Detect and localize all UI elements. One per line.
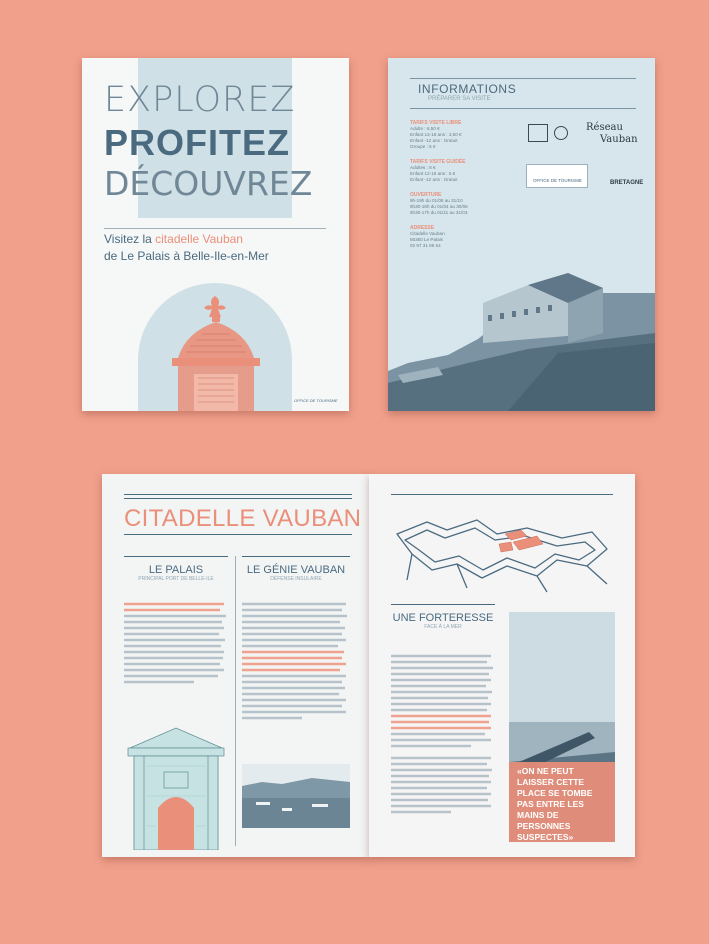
cover-divider [104,228,326,229]
pull-quote: «ON NE PEUT LAISSER CETTE PLACE SE TOMBE PAS ENTRE LES MAINS DE PERSONNES SUSPECTES» [517,766,593,842]
citadel-photo [388,263,655,411]
col3-rule [391,604,495,605]
info-line: Enfant -12 ans : Gratuit [410,177,458,182]
spread-title: CITADELLE VAUBAN [124,505,362,532]
spread-right-page [369,474,635,857]
spread-left-page [102,474,369,857]
reseau-logo-text: Réseau [586,122,623,133]
brochure-cover [82,58,349,411]
col1-header [124,564,228,582]
cover-line-profitez: PROFITEZ [104,122,290,163]
info-heading: ADRESSE [410,225,435,231]
info-line: Enfant 12-16 ans : 3,50 € [410,132,462,137]
col3-body-text [391,654,495,854]
cover-line-explorez: EXPLOREZ [104,80,296,120]
info-sections [410,120,520,249]
spread-top-rule [124,494,352,495]
cover-subtitle-text: Visitez la [104,232,156,246]
cannon-photo [509,612,615,842]
info-line: Citadelle Vauban [410,231,445,236]
unesco-logo [528,124,548,142]
fortress-plan-illustration [387,504,617,594]
back-subtitle: PRÉPARER SA VISITE [428,96,491,102]
info-line: 9h-19h du 01/08 au 31/10 [410,198,463,203]
bretagne-logo: BRETAGNE [610,180,644,186]
info-section [410,192,520,216]
info-section [410,225,520,249]
col2-body-text [242,602,350,720]
back-top-rule [410,78,636,79]
info-line: Enfant 12-16 ans : 5 € [410,171,456,176]
office-tourisme-text: OFFICE DE TOURISME [533,178,582,183]
spread-title-rule [124,534,352,535]
col3-title: UNE FORTERESSE [392,612,494,624]
info-line: 9h30-18h du 01/04 au 30/06 [410,204,468,209]
col2-title: LE GÉNIE VAUBAN [246,564,346,576]
info-line: 9h30-17h du 01/11 au 31/03 [410,210,468,215]
info-heading: TARIFS VISITE LIBRE [410,120,462,126]
cover-subtitle-highlight: citadelle Vauban [155,232,243,246]
info-section [410,120,520,150]
cover-office-logo: OFFICE DE TOURISME [294,398,338,403]
info-heading: TARIFS VISITE GUIDÉE [410,159,466,165]
heritage-logo [554,126,568,140]
col1-body-text [124,602,228,692]
cover-line-decouvrez: DÉCOUVREZ [104,164,313,203]
col3-subtitle: FACE À LA MER [424,624,462,630]
info-line: 56360 Le Palais [410,237,443,242]
info-heading: OUVERTURE [410,192,442,198]
back-title: INFORMATIONS [418,82,517,96]
col2-rule [242,556,350,557]
col2-header [242,564,350,582]
harbour-photo [242,764,350,828]
info-line: Groupe : 5 € [410,144,436,149]
info-section [410,159,520,183]
info-line: 02 97 31 85 54 [410,243,441,248]
office-tourisme-logo [526,164,588,188]
col1-title: LE PALAIS [148,564,204,576]
brochure-back [388,58,655,411]
spread-top-rule-2 [124,498,352,499]
cover-subtitle-line2: de Le Palais à Belle-Ile-en-Mer [104,249,269,263]
back-rule [410,108,636,109]
spread-right-rule [391,494,613,495]
info-line: Enfant -12 ans : Gratuit [410,138,458,143]
col2-subtitle: DÉFENSE INSULAIRE [270,576,322,582]
column-divider [235,556,236,846]
col1-subtitle: PRINCIPAL PORT DE BELLE-ILE [138,576,214,582]
info-line: Adultes : 8 € [410,165,436,170]
info-line: Adulte : 6,50 € [410,126,440,131]
col3-header [391,612,495,630]
sentry-box-illustration [142,290,292,411]
cover-subtitle-line1 [104,232,243,246]
col1-rule [124,556,228,557]
gate-illustration [124,726,228,850]
vauban-logo-text: Vauban [600,134,638,145]
